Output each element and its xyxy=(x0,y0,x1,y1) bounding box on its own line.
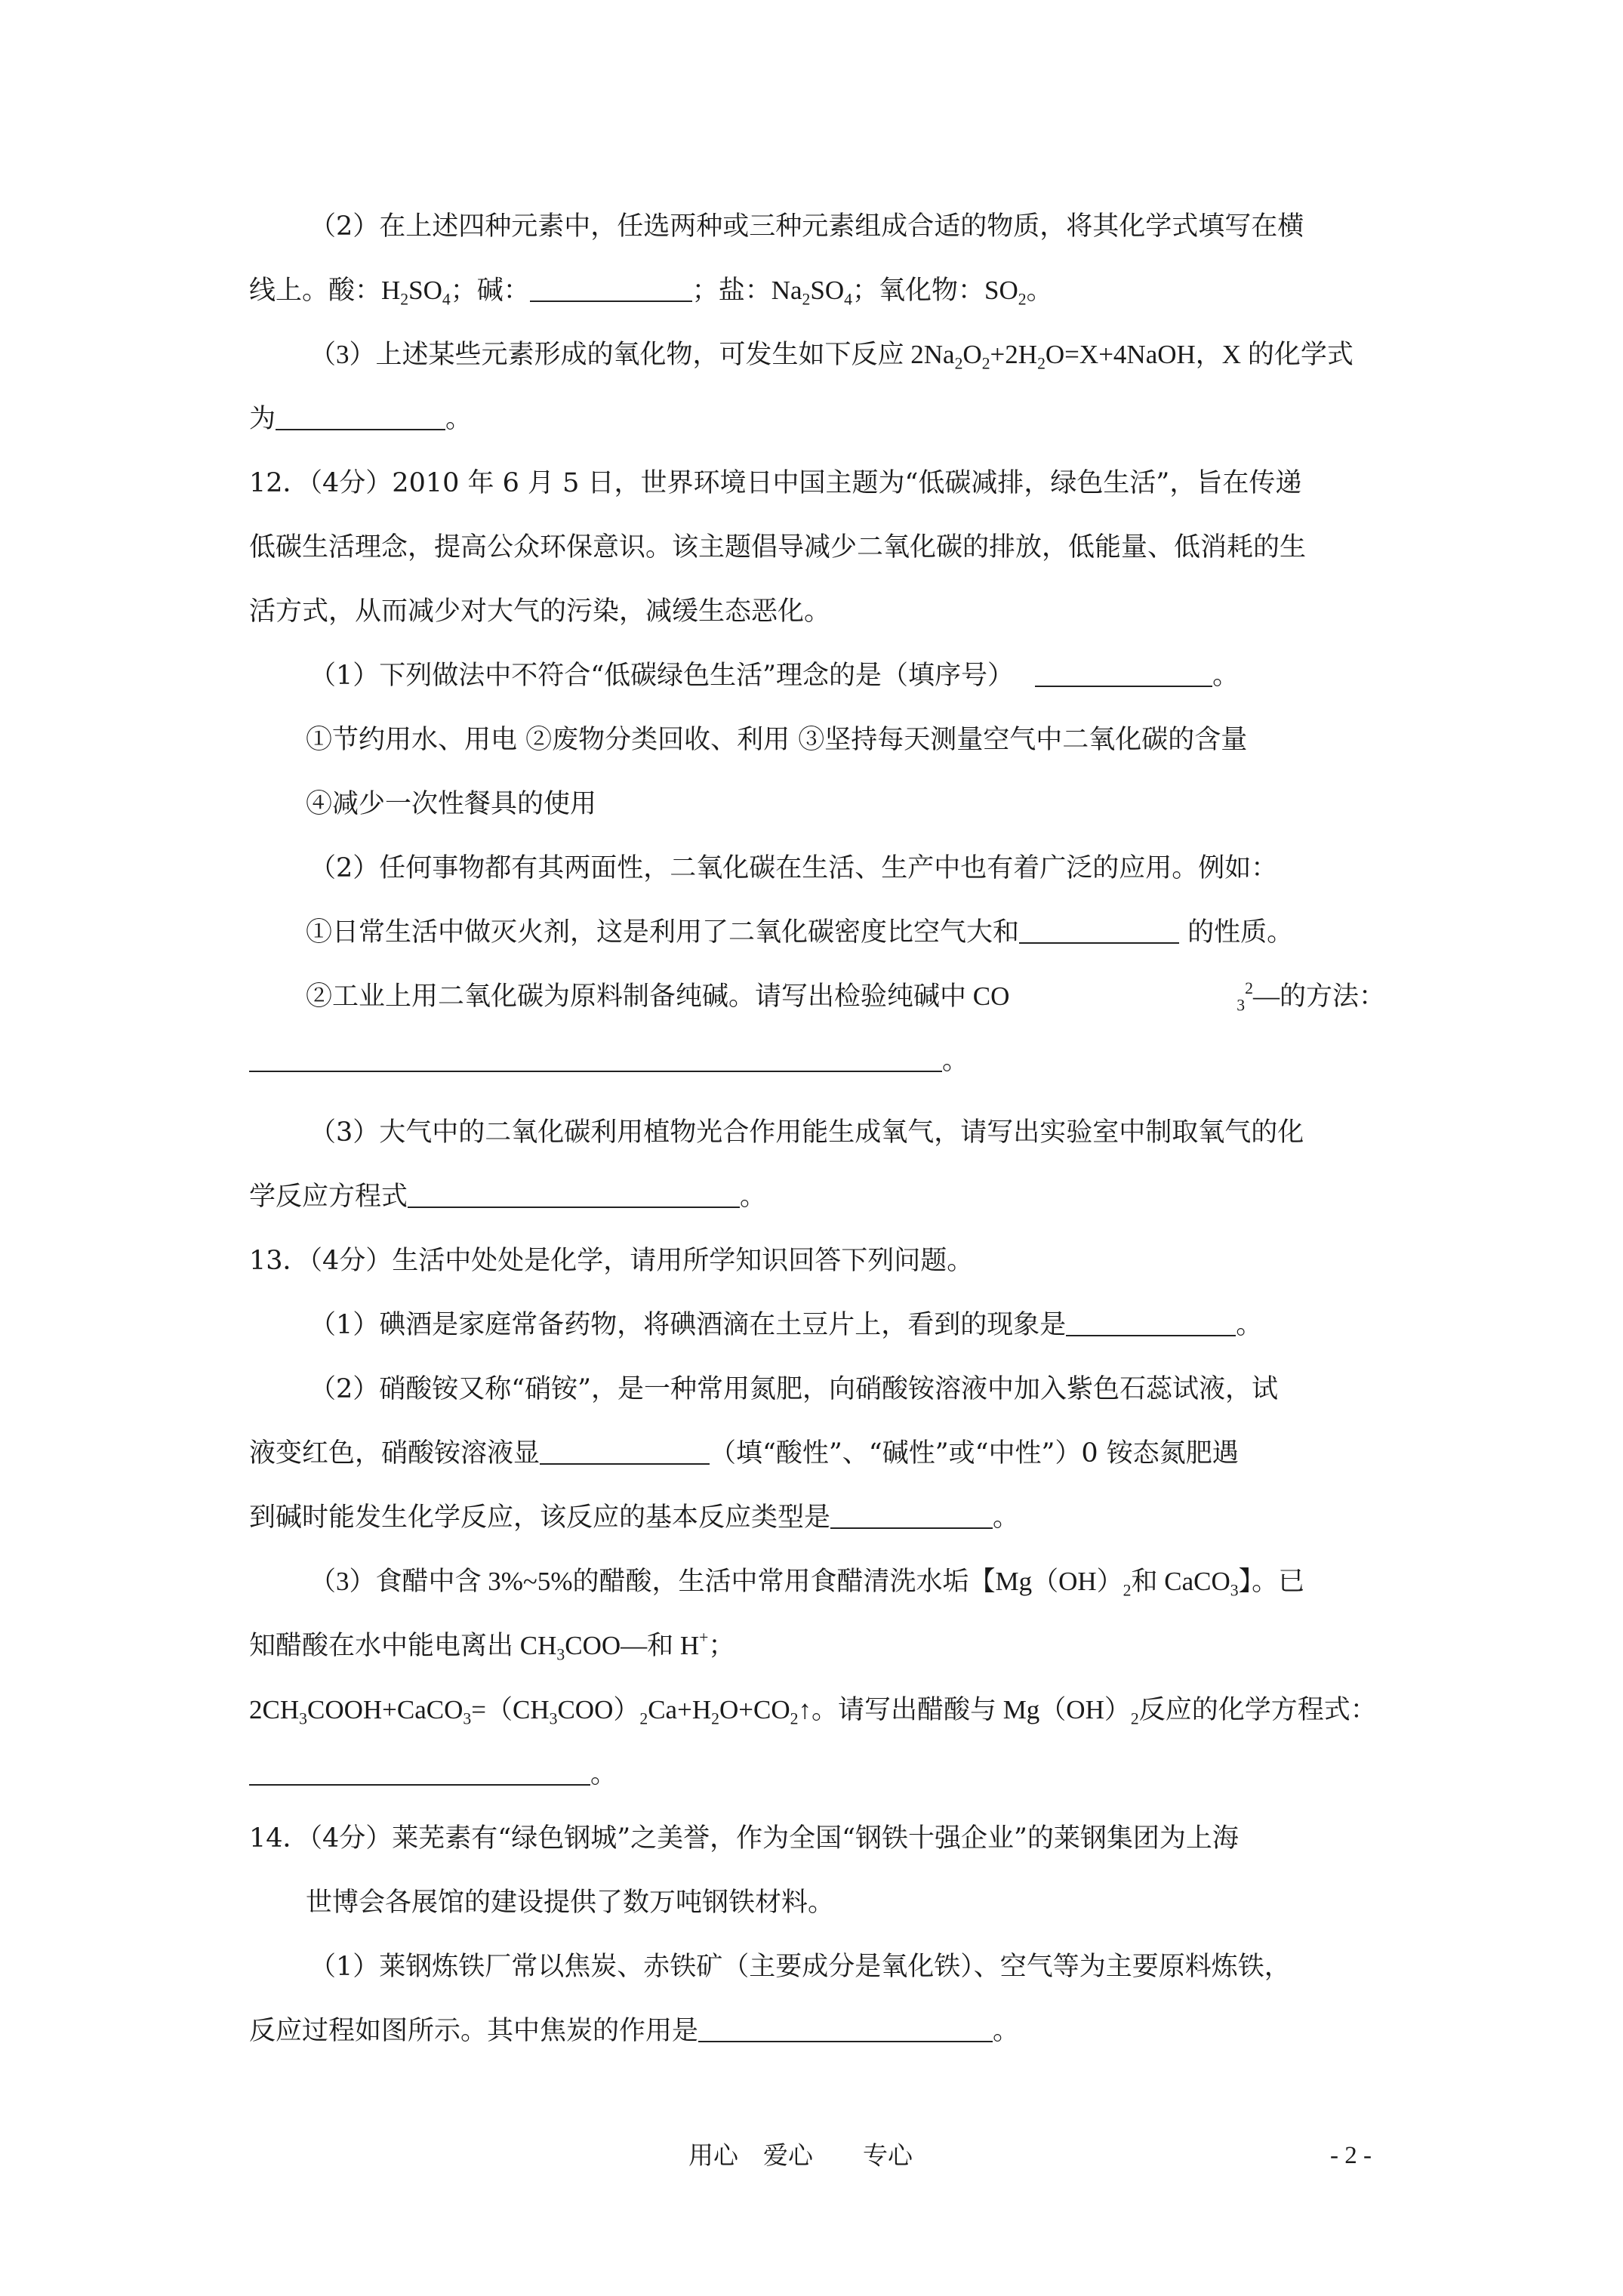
q14-part1-coke-role-blank[interactable] xyxy=(698,2018,993,2042)
q13-part1-answer-blank[interactable] xyxy=(1066,1312,1236,1336)
q13-part2-line1: （2）硝酸铵又称“硝铵”，是一种常用氮肥，向硝酸铵溶液中加入紫色石蕊试液，试 xyxy=(310,1374,1279,1404)
q12-part2-method-blank[interactable] xyxy=(249,1048,942,1072)
q12-part1-answer-blank[interactable] xyxy=(1035,663,1212,687)
q13-part2-acidity-blank[interactable] xyxy=(540,1441,710,1465)
q12-part3-equation-blank[interactable] xyxy=(408,1184,740,1208)
q12-stem-line3: 活方式，从而减少对大气的污染，减缓生态恶化。 xyxy=(249,596,831,627)
q13-stem: 13．（4分）生活中处处是化学，请用所学知识回答下列问题。 xyxy=(249,1246,974,1276)
q12-part2-property-blank[interactable] xyxy=(1019,920,1179,944)
page-number: - 2 - xyxy=(1330,2142,1372,2169)
q14-part1-line1: （1）莱钢炼铁厂常以焦炭、赤铁矿（主要成分是氧化铁）、空气等为主要原料炼铁， xyxy=(310,1952,1291,1982)
q12-part1-line1: （1）下列做法中不符合“低碳绿色生活”理念的是（填序号） 。 xyxy=(310,661,1240,691)
q14-stem-line2: 世博会各展馆的建设提供了数万吨钢铁材料。 xyxy=(306,1888,835,1918)
q13-part3-line3: $2CH_3COOH+CaCO_3=(CH_3COO)_2Ca+H_2O+CO_2↑$。请写出醋酸与 $Mg(OH)_2$反应的化学方程式： xyxy=(249,1695,1377,1728)
q12-stem-line2: 低碳生活理念，提高公众环保意识。该主题倡导减少二氧化碳的排放，低能量、低消耗的生 xyxy=(249,532,1307,562)
q13-part2-line2: 液变红色，硝酸铵溶液显 （填“酸性”、“碱性”或“中性”）0 铵态氮肥遇 xyxy=(249,1438,1239,1469)
q13-part3-equation-blank[interactable] xyxy=(249,1761,590,1786)
page-footer-motto: 用心 爱心 专心 xyxy=(688,2140,913,2170)
q11-part2-line1: （2）在上述四种元素中，任选两种或三种元素组成合适的物质，将其化学式填写在横 xyxy=(310,211,1304,242)
q13-part2-reaction-type-blank[interactable] xyxy=(830,1505,993,1529)
q12-part2-line4: 。 xyxy=(249,1044,969,1077)
q14-stem-line1: 14．（4分）莱芜素有“绿色钢城”之美誉，作为全国“钢铁十强企业”的莱钢集团为上海 xyxy=(249,1823,1239,1854)
q12-part2-line2: ①日常生活中做灭火剂，这是利用了二氧化碳密度比空气大和 的性质。 xyxy=(306,917,1294,948)
q13-part1: （1）碘酒是家庭常备药物，将碘酒滴在土豆片上，看到的现象是 。 xyxy=(310,1310,1263,1340)
base-answer-blank[interactable] xyxy=(530,278,692,302)
q11-part3-line2: 为 。 xyxy=(249,404,473,434)
q12-stem-line1: 12．（4分）2010 年 6 月 5 日，世界环境日中国主题为“低碳减排，绿色生活”，旨在传递 xyxy=(249,468,1302,498)
q11-part3-line1: （3）上述某些元素形成的氧化物，可发生如下反应 $2Na_2O_2+2H_2O=X+4NaOH$，X 的化学式 xyxy=(310,340,1354,373)
q13-part3-line4: 。 xyxy=(249,1758,617,1791)
q12-part3-line1: （3）大气中的二氧化碳利用植物光合作用能生成氧气，请写出实验室中制取氧气的化 xyxy=(310,1117,1304,1148)
q11-part2-line2: 线上。酸：$H_2SO_4$；碱： ；盐：$Na_2SO_4$；氧化物：$SO_2$。 xyxy=(249,276,1053,309)
q13-part3-line1: （3）食醋中含 3%~5%的醋酸，生活中常用食醋清洗水垢【$Mg(OH)_2$和 CaCO$_3$】。已 xyxy=(310,1567,1305,1600)
q13-part2-line3: 到碱时能发生化学反应，该反应的基本反应类型是 。 xyxy=(249,1502,1020,1533)
q12-part2-line3: ②工业上用二氧化碳为原料制备纯碱。请写出检验纯碱中 CO $_3^2$—的方法： xyxy=(306,978,1385,1015)
q12-part1-options: ①节约用水、用电 ②废物分类回收、利用 ③坚持每天测量空气中二氧化碳的含量 xyxy=(306,725,1248,755)
formula-x-answer-blank[interactable] xyxy=(276,406,445,430)
q12-part1-option4: ④减少一次性餐具的使用 xyxy=(306,789,597,819)
q12-part3-line2: 学反应方程式 。 xyxy=(249,1182,767,1212)
q13-part3-line2: 知醋酸在水中能电离出 $CH_3COO—$和 H+； xyxy=(249,1628,735,1664)
q12-part2-line1: （2）任何事物都有其两面性，二氧化碳在生活、生产中也有着广泛的应用。例如： xyxy=(310,853,1278,883)
q14-part1-line2: 反应过程如图所示。其中焦炭的作用是 。 xyxy=(249,2016,1020,2046)
